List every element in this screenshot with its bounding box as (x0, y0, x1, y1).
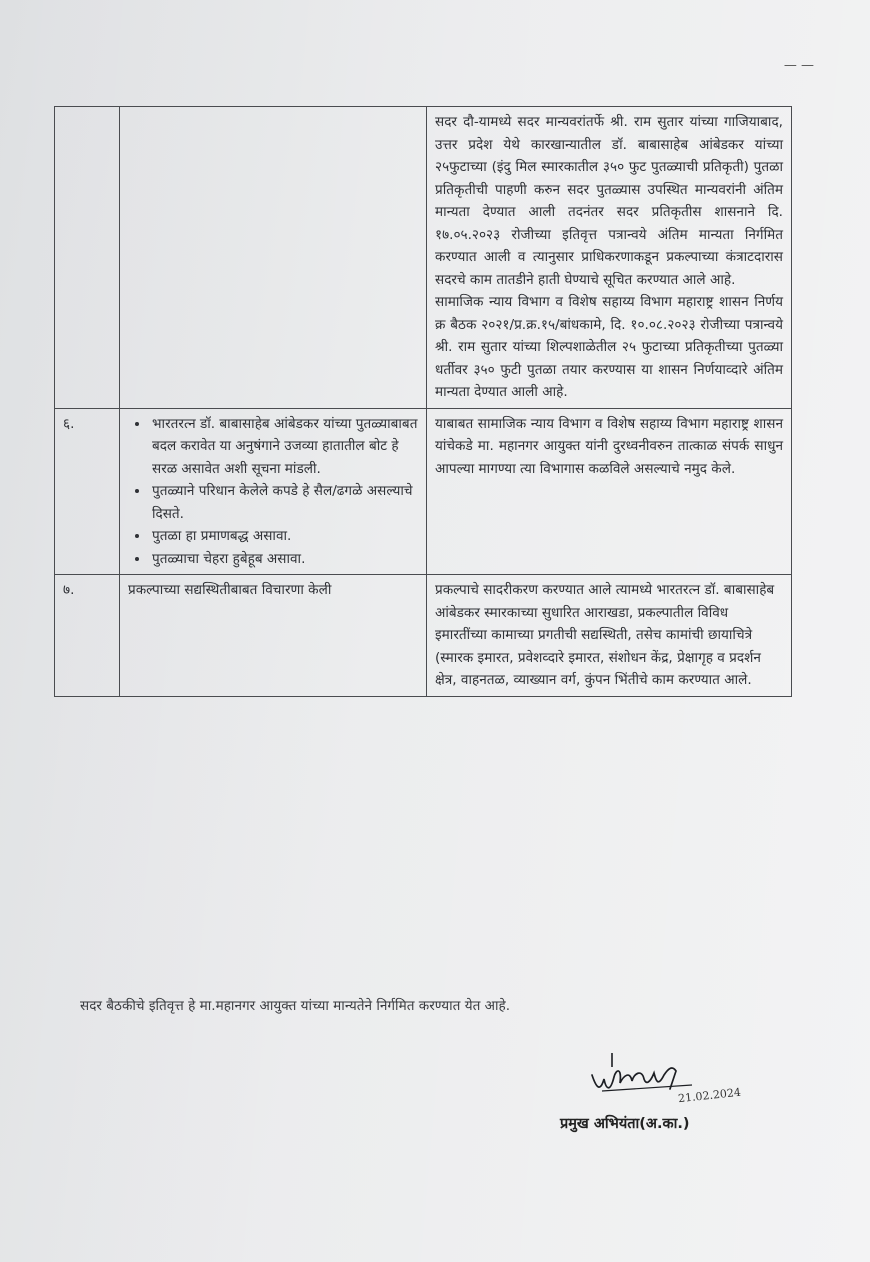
table-row (55, 408, 792, 575)
signature-block (560, 1045, 790, 1145)
minutes-table (54, 106, 792, 697)
action-cell (427, 575, 792, 697)
table-row (55, 107, 792, 409)
action-paragraph: प्रकल्पाचे सादरीकरण करण्यात आले त्यामध्ये भारतरत्न डॉ. बाबासाहेब आंबेडकर स्मारकाच्या सुधारित आराखडा, प्रकल्पातील विविध इमारतींच्या कामाच्या प्रगतीची सद्यस्थिती, तसेच कामांची छायाचित्रे (स्मारक इमारत, प्रवेशव्दारे इमारत, संशोधन केंद्र, प्रेक्षागृह व प्रदर्शन क्षेत्र, वाहनतळ, व्याख्यान वर्ग, कुंपन भिंतीचे काम करण्यात आले. (435, 582, 775, 688)
row-number: ७. (55, 575, 120, 697)
row-number (55, 107, 120, 409)
designation: प्रमुख अभियंता(अ.का.) (560, 1116, 690, 1132)
row-number: ६. (55, 408, 120, 575)
issue-cell (120, 107, 427, 409)
action-cell (427, 107, 792, 409)
issue-points-list (128, 413, 418, 571)
signature-date: 21.02.2024 (677, 1085, 742, 1106)
list-item: • भारतरत्न डॉ. बाबासाहेब आंबेडकर यांच्या पुतळ्याबाबत बदल करावेत या अनुषंगाने उजव्या हातातील बोट हे सरळ असावेत अशी सूचना मांडली. (150, 413, 418, 481)
action-paragraph: सामाजिक न्याय विभाग व विशेष सहाय्य विभाग महाराष्ट्र शासन निर्णय क्र बैठक २०२१/प्र.क्र.१५/बांधकामे, दि. १०.०८.२०२३ रोजीच्या पत्रान्वये श्री. राम सुतार यांच्या शिल्पशाळेतील २५ फुटाच्या प्रतिकृतीच्या पुतळ्या धर्तीवर ३५० फुटी पुतळा तयार करण्यास या शासन निर्णयाव्दारे अंतिम मान्यता देण्यात आली आहे. (435, 294, 783, 400)
list-item: • पुतळ्याने परिधान केलेले कपडे हे सैल/ढगळे असल्याचे दिसते. (150, 480, 418, 525)
issue-cell (120, 408, 427, 575)
action-paragraph: सदर दौ-यामध्ये सदर मान्यवरांतर्फे श्री. राम सुतार यांच्या गाजियाबाद, उत्तर प्रदेश येथे कारखान्यातील डॉ. बाबासाहेब आंबेडकर यांच्या २५फुटाच्या (इंदु मिल स्मारकातील ३५० फुट पुतळ्याची प्रतिकृती) पुतळा प्रतिकृतीची पाहणी करुन सदर पुतळ्यास उपस्थित मान्यवरांनी अंतिम मान्यता देण्यात आली तदनंतर सदर प्रतिकृतीस शासनाने दि. १७.०५.२०२३ रोजीच्या इतिवृत्त पत्रान्वये अंतिम मान्यता निर्गमित करण्यात आली व त्यानुसार प्राधिकरणाकडून प्रकल्पाच्या कंत्राटदारास सदरचे काम तातडीने हाती घेण्याचे सूचित करण्यात आले आहे. (435, 114, 783, 288)
corner-mark: — — (783, 58, 814, 73)
issue-cell: प्रकल्पाच्या सद्यस्थितीबाबत विचारणा केली (120, 575, 427, 697)
footer-note: सदर बैठकीचे इतिवृत्त हे मा.महानगर आयुक्त यांच्या मान्यतेने निर्गमित करण्यात येत आहे. (80, 998, 511, 1014)
table-row (55, 575, 792, 697)
list-item: • पुतळ्याचा चेहरा हुबेहूब असावा. (150, 548, 418, 571)
action-paragraph: याबाबत सामाजिक न्याय विभाग व विशेष सहाय्य विभाग महाराष्ट्र शासन यांचेकडे मा. महानगर आयुक्त यांनी दुरध्वनीवरुन तात्काळ संपर्क साधुन आपल्या मागण्या त्या विभागास कळविले असल्याचे नमुद केले. (435, 415, 783, 477)
action-cell (427, 408, 792, 575)
list-item: • पुतळा हा प्रमाणबद्ध असावा. (150, 525, 418, 548)
